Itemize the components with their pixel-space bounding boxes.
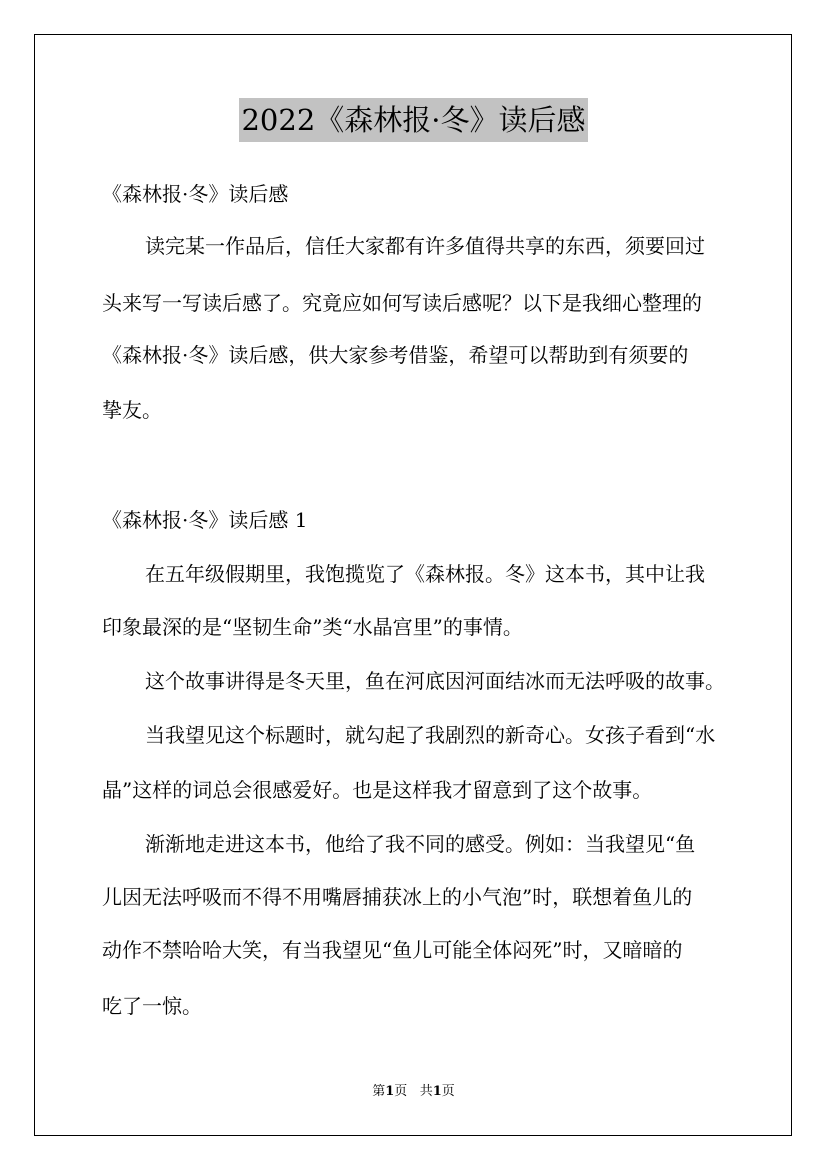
page-footer xyxy=(0,1082,827,1102)
paragraph-line: 动作不禁哈哈大笑，有当我望见“鱼儿可能全体闷死”时，又暗暗的 xyxy=(102,938,683,962)
paragraph-line: 吃了一惊。 xyxy=(102,994,202,1018)
paragraph-line: 挚友。 xyxy=(102,398,162,422)
footer-prefix: 第 xyxy=(372,1084,386,1099)
section-heading: 《森林报·冬》读后感 1 xyxy=(102,508,308,532)
paragraph-line: 当我望见这个标题时，就勾起了我剧烈的新奇心。女孩子看到“水 xyxy=(145,723,716,747)
document-title-block xyxy=(0,98,827,142)
paragraph-line: 儿因无法呼吸而不得不用嘴唇捕获冰上的小气泡”时，联想着鱼儿的 xyxy=(102,885,693,909)
paragraph-line: 这个故事讲得是冬天里，鱼在河底因河面结冰而无法呼吸的故事。 xyxy=(145,669,725,693)
paragraph-line: 渐渐地走进这本书，他给了我不同的感受。例如：当我望见“鱼 xyxy=(145,832,696,856)
paragraph-line: 读完某一作品后，信任大家都有许多值得共享的东西，须要回过 xyxy=(145,234,705,258)
paragraph-line: 在五年级假期里，我饱揽览了《森林报。冬》这本书，其中让我 xyxy=(145,562,705,586)
total-pages: 1 xyxy=(432,1084,442,1099)
page-number: 1 xyxy=(385,1084,395,1099)
paragraph-line: 印象最深的是“坚韧生命”类“水晶宫里”的事情。 xyxy=(102,615,523,639)
paragraph-line: 晶”这样的词总会很感爱好。也是这样我才留意到了这个故事。 xyxy=(102,778,653,802)
paragraph-line: 《森林报·冬》读后感，供大家参考借鉴，希望可以帮助到有须要的 xyxy=(102,343,689,367)
footer-mid: 页 共 xyxy=(394,1084,433,1099)
document-title: 2022《森林报·冬》读后感 xyxy=(239,98,587,142)
footer-suffix: 页 xyxy=(441,1084,455,1099)
subtitle: 《森林报·冬》读后感 xyxy=(102,182,289,206)
paragraph-line: 头来写一写读后感了。究竟应如何写读后感呢？以下是我细心整理的 xyxy=(102,291,702,315)
